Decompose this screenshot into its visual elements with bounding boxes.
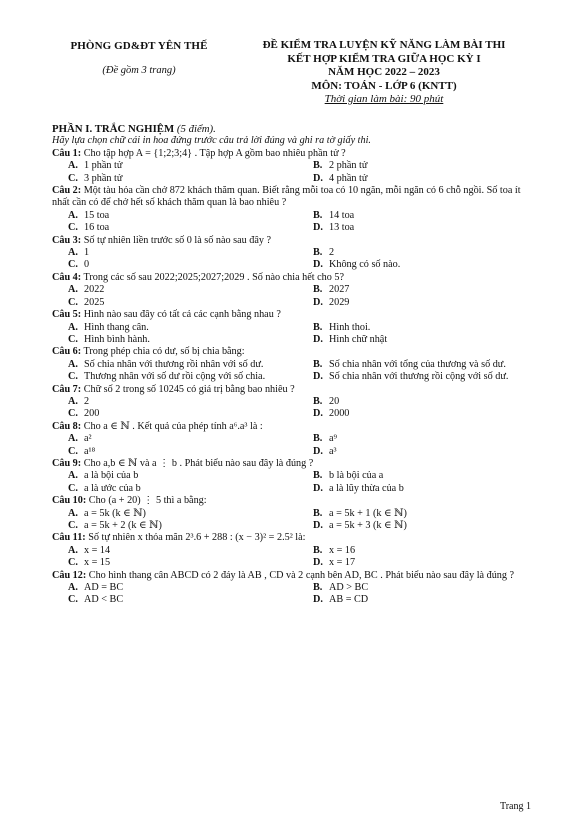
question-text: Cho (a + 20) ⋮ 5 thì a bằng: xyxy=(88,495,207,507)
option-text: a¹⁸ xyxy=(84,445,96,457)
option-letter: B. xyxy=(313,358,323,370)
option-text: 16 toa xyxy=(84,222,110,234)
option-text: x = 16 xyxy=(329,544,356,556)
question-8 xyxy=(52,421,534,458)
option-text: x = 17 xyxy=(329,557,356,569)
answer-options xyxy=(52,545,534,570)
question-text: Trong phép chia có dư, số bị chia bằng: xyxy=(83,346,245,358)
answer-options xyxy=(52,322,534,347)
answer-option xyxy=(297,594,534,606)
option-letter: A. xyxy=(68,395,78,407)
option-letter: C. xyxy=(68,594,78,606)
option-text: x = 14 xyxy=(84,544,111,556)
school-year: NĂM HỌC 2022 – 2023 xyxy=(328,66,440,78)
question-stem xyxy=(52,185,534,210)
option-text: a = 5k (k ∈ ℕ) xyxy=(84,507,146,519)
part-points: (5 điểm). xyxy=(176,123,216,135)
option-letter: B. xyxy=(313,209,323,221)
answer-option xyxy=(52,322,297,334)
option-text: a = 5k + 2 (k ∈ ℕ) xyxy=(84,520,162,531)
option-letter: A. xyxy=(68,433,78,445)
answer-option xyxy=(52,222,297,234)
option-text: a là lũy thừa của b xyxy=(329,482,404,494)
option-letter: B. xyxy=(313,433,323,445)
question-text: Cho a ∈ ℕ . Kết quả của phép tính a⁶.a³ là : xyxy=(83,420,263,432)
answer-options xyxy=(52,433,534,458)
option-letter: D. xyxy=(313,333,323,345)
question-text: Trong các số sau 2022;2025;2027;2029 . Số nào chia hết cho 5? xyxy=(83,271,345,283)
option-text: Hình thang cân. xyxy=(84,321,149,333)
option-letter: D. xyxy=(313,259,323,271)
option-text: a³ xyxy=(329,445,337,457)
option-text: Hình bình hành. xyxy=(84,333,150,345)
option-text: a⁹ xyxy=(329,433,338,445)
question-stem xyxy=(52,570,534,582)
answer-option xyxy=(297,322,534,334)
question-number: Câu 2: xyxy=(52,185,82,197)
question-text: Chữ số 2 trong số 10245 có giá trị bằng bao nhiêu ? xyxy=(83,383,295,395)
question-text: Số tự nhiên liền trước số 0 là số nào sau đây ? xyxy=(83,234,272,246)
question-stem xyxy=(52,235,534,247)
option-letter: B. xyxy=(313,582,323,594)
option-text: Hình chữ nhật xyxy=(329,333,388,345)
option-text: AB = CD xyxy=(329,594,369,606)
question-5 xyxy=(52,309,534,346)
option-text: Thương nhân với số dư rồi cộng với số chia. xyxy=(84,371,266,383)
question-number: Câu 12: xyxy=(52,569,87,581)
answer-option xyxy=(52,297,297,309)
answer-option xyxy=(297,173,534,185)
option-text: a là ước của b xyxy=(84,482,141,494)
option-text: Không có số nào. xyxy=(329,259,401,271)
question-6 xyxy=(52,346,534,383)
question-text: Cho tập hợp A = {1;2;3;4} . Tập hợp A gồm bao nhiêu phần tử ? xyxy=(83,147,346,159)
answer-option xyxy=(297,259,534,271)
answer-option xyxy=(52,483,297,495)
option-letter: A. xyxy=(68,284,78,296)
subject: MÔN: TOÁN - LỚP 6 (KNTT) xyxy=(311,79,457,92)
option-letter: C. xyxy=(68,445,78,457)
answer-option xyxy=(52,247,297,259)
answer-option xyxy=(297,371,534,383)
answer-option xyxy=(52,284,297,296)
option-text: 200 xyxy=(84,408,100,420)
option-letter: A. xyxy=(68,544,78,556)
exam-subtitle: KẾT HỢP KIỂM TRA GIỮA HỌC KỲ I xyxy=(287,52,481,65)
answer-option xyxy=(52,173,297,185)
answer-option xyxy=(297,334,534,346)
answer-option xyxy=(52,259,297,271)
answer-option xyxy=(52,470,297,482)
department-name: PHÒNG GD&ĐT YÊN THẾ xyxy=(70,40,208,52)
option-letter: C. xyxy=(68,520,78,531)
header-left xyxy=(54,40,224,76)
answer-option xyxy=(297,396,534,408)
option-text: 0 xyxy=(84,259,90,271)
option-letter: A. xyxy=(68,582,78,594)
question-3 xyxy=(52,235,534,272)
exam-title: ĐỀ KIỂM TRA LUYỆN KỸ NĂNG LÀM BÀI THI xyxy=(262,39,506,51)
answer-option xyxy=(297,247,534,259)
option-text: AD < BC xyxy=(84,594,124,606)
option-text: 14 toa xyxy=(329,209,355,221)
option-text: 13 toa xyxy=(329,222,355,234)
option-letter: A. xyxy=(68,321,78,333)
question-stem xyxy=(52,458,534,470)
answer-option xyxy=(297,160,534,172)
option-text: 3 phần tử xyxy=(84,172,123,184)
option-text: 4 phần tử xyxy=(329,172,368,184)
option-letter: C. xyxy=(68,333,78,345)
answer-option xyxy=(52,520,297,532)
question-10 xyxy=(52,495,534,532)
answer-options xyxy=(52,508,534,533)
question-number: Câu 5: xyxy=(52,309,82,321)
option-letter: A. xyxy=(68,160,78,172)
question-stem xyxy=(52,346,534,358)
option-letter: B. xyxy=(313,544,323,556)
answer-option xyxy=(52,408,297,420)
option-text: a = 5k + 1 (k ∈ ℕ) xyxy=(329,507,407,519)
answer-option xyxy=(52,582,297,594)
option-letter: D. xyxy=(313,172,323,184)
option-letter: B. xyxy=(313,160,323,172)
answer-option xyxy=(52,334,297,346)
option-text: a² xyxy=(84,433,92,445)
question-number: Câu 1: xyxy=(52,147,82,159)
option-text: 20 xyxy=(329,395,340,407)
option-text: x = 15 xyxy=(84,557,111,569)
answer-option xyxy=(52,396,297,408)
option-letter: A. xyxy=(68,247,78,259)
answer-option xyxy=(52,210,297,222)
option-text: 2 xyxy=(329,247,335,259)
page-count-note: (Đề gồm 3 trang) xyxy=(102,65,176,76)
option-text: 1 phần tử xyxy=(84,160,123,172)
option-text: a là bội của b xyxy=(84,470,139,482)
option-letter: D. xyxy=(313,445,323,457)
answer-option xyxy=(52,371,297,383)
option-text: 2029 xyxy=(329,296,350,308)
answer-options xyxy=(52,582,534,607)
option-text: Số chia nhân với thương rồi nhân với số dư. xyxy=(84,358,264,370)
answer-options xyxy=(52,247,534,272)
question-text: Cho hình thang cân ABCD có 2 đáy là AB , CD và 2 cạnh bên AD, BC . Phát biểu nào sau đây là đúng ? xyxy=(88,569,515,581)
question-text: Một tàu hỏa cần chở 872 khách thăm quan. Biết rằng mỗi toa có 10 ngăn, mỗi ngăn có 6 chỗ ngồi. Số toa ít nhất cần có để chở hết số khách thăm quan là bao nhiêu ? xyxy=(52,185,521,209)
answer-option xyxy=(297,433,534,445)
question-number: Câu 6: xyxy=(52,346,82,358)
answer-option xyxy=(297,222,534,234)
option-letter: A. xyxy=(68,358,78,370)
option-letter: B. xyxy=(313,395,323,407)
question-number: Câu 7: xyxy=(52,383,82,395)
answer-options xyxy=(52,470,534,495)
answer-option xyxy=(297,408,534,420)
option-letter: D. xyxy=(313,222,323,234)
question-number: Câu 3: xyxy=(52,234,82,246)
question-stem xyxy=(52,309,534,321)
time-limit: Thời gian làm bài: 90 phút xyxy=(324,93,444,105)
answer-option xyxy=(297,483,534,495)
option-letter: C. xyxy=(68,482,78,494)
question-stem xyxy=(52,495,534,507)
answer-options xyxy=(52,160,534,185)
option-letter: B. xyxy=(313,470,323,482)
option-letter: D. xyxy=(313,557,323,569)
option-letter: D. xyxy=(313,296,323,308)
option-letter: D. xyxy=(313,371,323,383)
question-stem xyxy=(52,384,534,396)
answer-option xyxy=(297,284,534,296)
question-stem xyxy=(52,532,534,544)
header-right xyxy=(244,39,524,107)
option-letter: D. xyxy=(313,520,323,531)
option-letter: D. xyxy=(313,408,323,420)
answer-option xyxy=(297,520,534,532)
answer-option xyxy=(297,210,534,222)
answer-option xyxy=(297,470,534,482)
option-letter: C. xyxy=(68,172,78,184)
option-text: 2 phần tử xyxy=(329,160,368,172)
option-text: 15 toa xyxy=(84,209,110,221)
question-2 xyxy=(52,185,534,235)
option-letter: C. xyxy=(68,557,78,569)
question-text: Cho a,b ∈ ℕ và a ⋮ b . Phát biểu nào sau đây là đúng ? xyxy=(83,457,314,469)
answer-options xyxy=(52,210,534,235)
option-letter: C. xyxy=(68,408,78,420)
question-1 xyxy=(52,148,534,185)
question-number: Câu 8: xyxy=(52,420,82,432)
option-text: 2027 xyxy=(329,284,350,296)
option-text: 2022 xyxy=(84,284,105,296)
question-list xyxy=(52,148,534,607)
answer-option xyxy=(52,160,297,172)
answer-option xyxy=(297,557,534,569)
question-number: Câu 10: xyxy=(52,495,87,507)
option-letter: C. xyxy=(68,371,78,383)
option-letter: B. xyxy=(313,247,323,259)
option-letter: C. xyxy=(68,259,78,271)
option-text: 1 xyxy=(84,247,90,259)
answer-option xyxy=(297,359,534,371)
option-letter: C. xyxy=(68,222,78,234)
answer-option xyxy=(297,446,534,458)
option-text: b là bội của a xyxy=(329,470,384,482)
question-number: Câu 9: xyxy=(52,457,82,469)
option-text: 2025 xyxy=(84,296,105,308)
answer-options xyxy=(52,396,534,421)
question-4 xyxy=(52,272,534,309)
option-text: 2000 xyxy=(329,408,350,420)
option-text: a = 5k + 3 (k ∈ ℕ) xyxy=(329,520,407,531)
option-text: Số chia nhân với thương rồi cộng với số dư. xyxy=(329,371,509,383)
question-7 xyxy=(52,384,534,421)
question-number: Câu 4: xyxy=(52,271,82,283)
answer-option xyxy=(52,359,297,371)
question-number: Câu 11: xyxy=(52,532,86,544)
exam-content xyxy=(52,123,534,607)
option-text: AD = BC xyxy=(84,582,124,594)
answer-option xyxy=(297,508,534,520)
instruction: Hãy lựa chọn chữ cái in hoa đứng trước câu trả lời đúng và ghi ra tờ giấy thi. xyxy=(52,135,371,147)
option-letter: B. xyxy=(313,321,323,333)
answer-option xyxy=(297,582,534,594)
answer-option xyxy=(297,545,534,557)
option-letter: D. xyxy=(313,594,323,606)
answer-option xyxy=(52,594,297,606)
option-text: AD > BC xyxy=(329,582,369,594)
part-heading xyxy=(52,123,534,135)
answer-option xyxy=(52,545,297,557)
answer-option xyxy=(297,297,534,309)
question-stem xyxy=(52,148,534,160)
question-text: Số tự nhiên x thỏa mãn 2³.6 + 288 : (x − 3)² = 2.5² là: xyxy=(88,532,306,544)
question-stem xyxy=(52,421,534,433)
answer-options xyxy=(52,284,534,309)
question-9 xyxy=(52,458,534,495)
page-number: Trang 1 xyxy=(499,801,531,812)
option-letter: B. xyxy=(313,507,323,519)
option-letter: A. xyxy=(68,507,78,519)
option-letter: A. xyxy=(68,470,78,482)
part-title: PHẦN I. TRẮC NGHIỆM xyxy=(52,123,175,135)
answer-options xyxy=(52,359,534,384)
option-letter: C. xyxy=(68,296,78,308)
option-letter: D. xyxy=(313,482,323,494)
question-stem xyxy=(52,272,534,284)
answer-option xyxy=(52,433,297,445)
answer-option xyxy=(52,557,297,569)
question-11 xyxy=(52,532,534,569)
answer-option xyxy=(52,508,297,520)
option-text: 2 xyxy=(84,395,90,407)
option-letter: B. xyxy=(313,284,323,296)
answer-option xyxy=(52,446,297,458)
question-text: Hình nào sau đây có tất cả các cạnh bằng nhau ? xyxy=(83,309,281,321)
option-letter: A. xyxy=(68,209,78,221)
option-text: Hình thoi. xyxy=(329,321,371,333)
option-text: Số chia nhân với tổng của thương và số dư. xyxy=(329,358,506,370)
question-12 xyxy=(52,570,534,607)
